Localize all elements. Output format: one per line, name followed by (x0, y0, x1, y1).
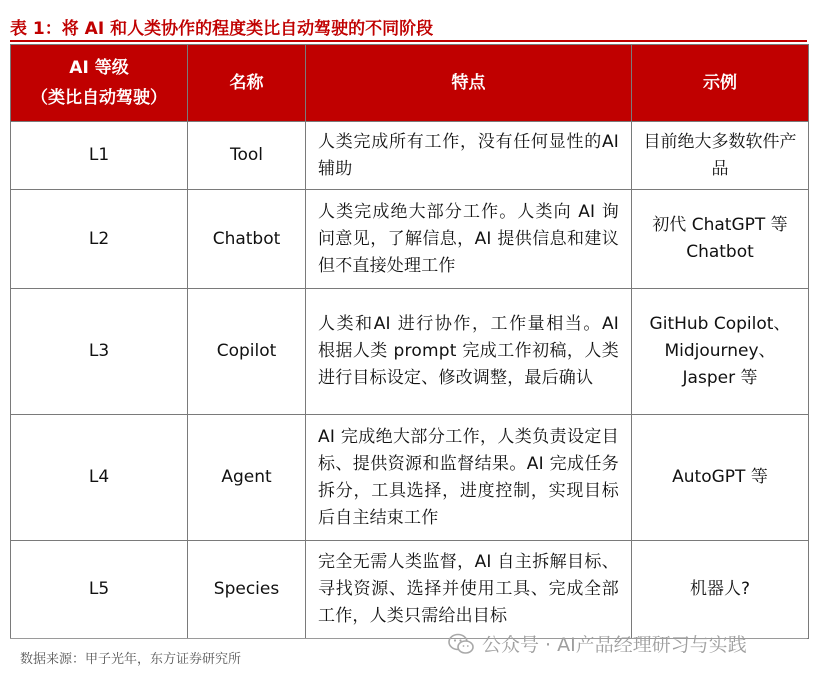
table-row (11, 541, 809, 639)
features-cell: 人类完成所有工作，没有任何显性的AI 辅助 (306, 122, 632, 190)
source-note: 数据来源：甲子光年，东方证券研究所 (20, 652, 242, 667)
header-examples: 示例 (632, 45, 809, 122)
name-cell: Species (188, 541, 306, 639)
wechat-icon (448, 633, 474, 655)
table-row (11, 122, 809, 190)
examples-cell: 初代 ChatGPT 等 Chatbot (632, 190, 809, 289)
name-cell: Tool (188, 122, 306, 190)
header-name: 名称 (188, 45, 306, 122)
ai-levels-table (10, 44, 809, 639)
examples-cell: 目前绝大多数软件产品 (632, 122, 809, 190)
table-title: 表 1：将 AI 和人类协作的程度类比自动驾驶的不同阶段 (10, 19, 434, 39)
table-row (11, 415, 809, 541)
examples-cell: AutoGPT 等 (632, 415, 809, 541)
features-cell: AI 完成绝大部分工作，人类负责设定目标、提供资源和监督结果。AI 完成任务拆分，工具选择，进度控制，实现目标后自主结束工作 (306, 415, 632, 541)
features-cell: 完全无需人类监督，AI 自主拆解目标、寻找资源、选择并使用工具、完成全部工作，人类只需给出目标 (306, 541, 632, 639)
level-cell: L2 (11, 190, 188, 289)
level-cell: L3 (11, 289, 188, 415)
level-cell: L5 (11, 541, 188, 639)
name-cell: Agent (188, 415, 306, 541)
watermark (448, 630, 747, 657)
name-cell: Copilot (188, 289, 306, 415)
header-level (11, 45, 188, 122)
title-rule (10, 40, 807, 42)
examples-cell: GitHub Copilot、Midjourney、Jasper 等 (632, 289, 809, 415)
header-level-line1: AI 等级 (69, 58, 129, 78)
examples-cell: 机器人? (632, 541, 809, 639)
level-cell: L4 (11, 415, 188, 541)
header-level-line2: （类比自动驾驶） (31, 88, 167, 108)
table-row (11, 289, 809, 415)
level-cell: L1 (11, 122, 188, 190)
watermark-text: 公众号 · AI产品经理研习与实践 (482, 634, 747, 656)
features-cell: 人类完成绝大部分工作。人类向 AI 询问意见，了解信息，AI 提供信息和建议但不直接处理工作 (306, 190, 632, 289)
header-row (11, 45, 809, 122)
name-cell: Chatbot (188, 190, 306, 289)
header-features: 特点 (306, 45, 632, 122)
features-cell: 人类和AI 进行协作，工作量相当。AI 根据人类 prompt 完成工作初稿，人类进行目标设定、修改调整，最后确认 (306, 289, 632, 415)
table-row (11, 190, 809, 289)
